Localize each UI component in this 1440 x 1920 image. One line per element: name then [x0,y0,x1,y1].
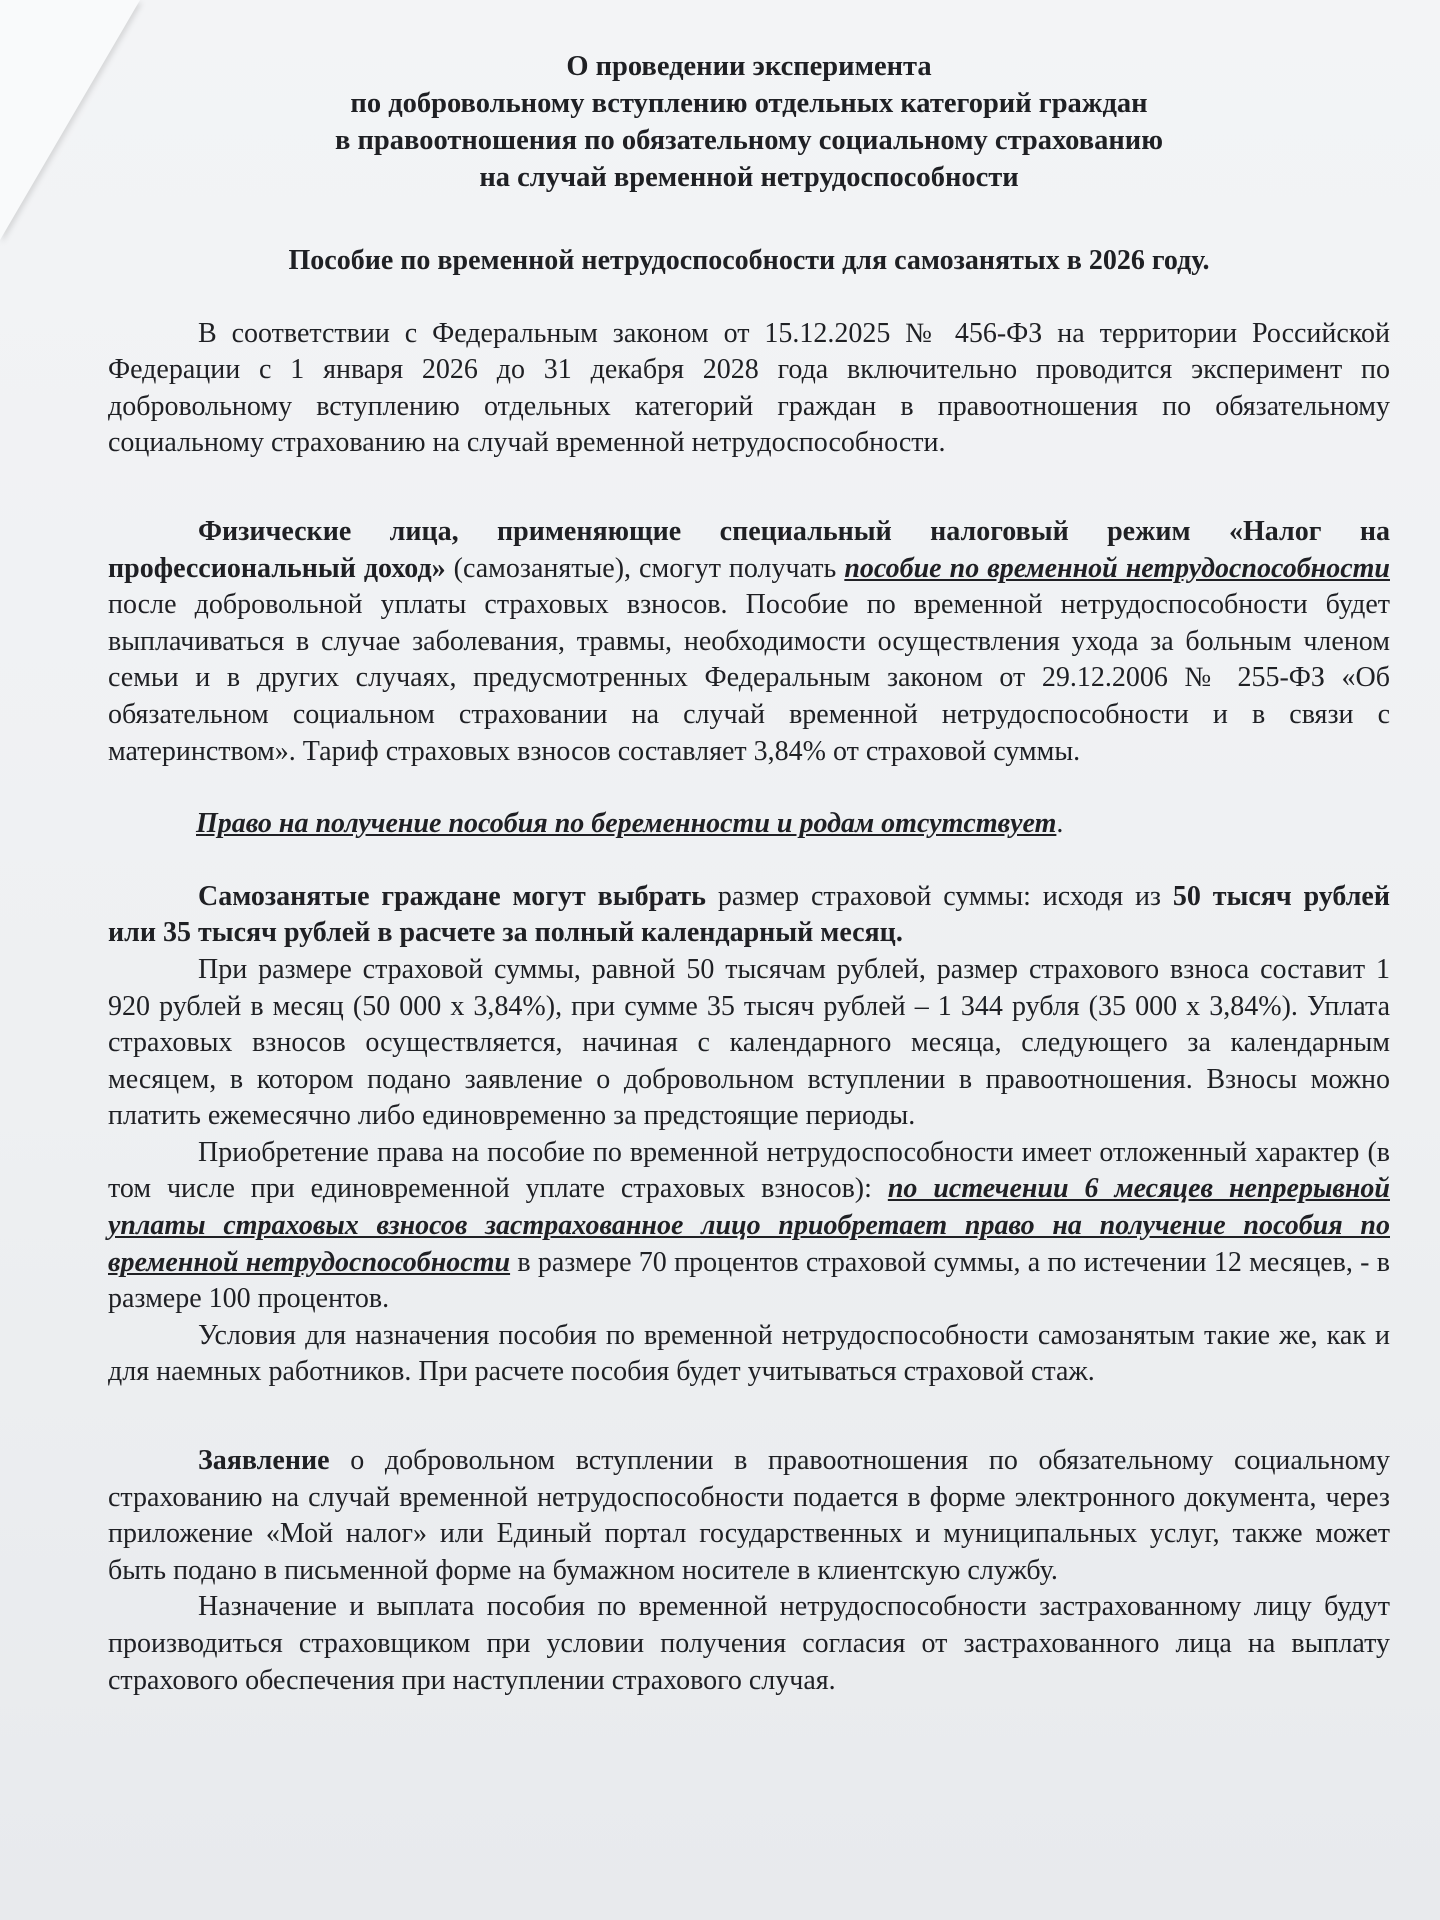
paragraph-sum-choice [108,879,1390,952]
paragraph-contribution-amounts: При размере страховой суммы, равной 50 тысячам рублей, размер страхового взноса составит 1 920 рублей в месяц (50 000 х 3,84%), при сумме 35 тысяч рублей – 1 344 рубля (35 000 х 3,84%). Уплата страховых взносов осуществляется, начиная с календарного месяца, следующего за календарным месяцем, в котором подано заявление о добровольном вступлении в правоотношения. Взносы можно платить ежемесячно либо единовременно за предстоящие периоды. [108,953,1390,1132]
paragraph-text: в размере 70 процентов страховой суммы, а по истечении 12 месяцев, - в размере 100 процентов. [108,1246,1390,1315]
document-subtitle: Пособие по временной нетрудоспособности для самозанятых в 2026 году. [288,245,1210,276]
paragraph-deferred-right [108,1135,1390,1318]
paragraph-text: о добровольном вступлении в правоотношения по обязательному социальному страхованию на случай временной нетрудоспособности подается в форме электронного документа, через приложение «Мой налог» или Единый портал государственных и муниципальных услуг, также может быть подано в письменной форме на бумажном носителе в клиентскую службу. [108,1445,1390,1586]
paragraph-tail: . [1056,808,1064,840]
title-line-3: в правоотношения по обязательному социальному страхованию [334,125,1163,156]
emphasis-six-months: по истечении 6 месяцев непрерывной уплаты страховых взносов застрахованное лицо приобретает право на получение пособия по временной нетрудоспособности [108,1173,1390,1278]
emphasis-maternity: Право на получение пособия по беременности и родам отсутствует [196,808,1057,840]
paragraph-law-reference: В соответствии с Федеральным законом от 15.12.2025 № 456-ФЗ на территории Российской Федерации с 1 января 2026 до 31 декабря 2028 года включительно проводится эксперимент по добровольному вступлению отдельных категорий граждан в правоотношения по обязательному социальному страхованию на случай временной нетрудоспособности. [108,317,1390,459]
paragraph-text: после добровольной уплаты страховых взносов. Пособие по временной нетрудоспособности будет выплачиваться в случае заболевания, травмы, необходимости осуществления ухода за больным членом семьи и в других случаях, предусмотренных Федеральным законом от 29.12.2006 № 255-ФЗ «Об обязательном социальном страховании на случай временной нетрудоспособности и в связи с материнством». Тариф страховых взносов составляет 3,84% от страховой суммы. [108,589,1390,767]
title-line-4: на случай временной нетрудоспособности [479,162,1019,193]
sum-options-bold: 50 тысяч рублей или 35 тысяч рублей в расчете за полный календарный месяц. [108,880,1390,949]
paragraph-lead-bold: Физические лица, применяющие специальный налоговый режим «Налог на профессиональный доход» [108,515,1390,584]
paragraph-conditions: Условия для назначения пособия по временной нетрудоспособности самозанятым такие же, как и для наемных работников. При расчете пособия будет учитываться страховой стаж. [108,1319,1390,1388]
paragraph-text: размер страховой суммы: исходя из [705,880,1173,912]
paragraph-maternity-note [108,806,1390,843]
paragraph-lead-bold: Самозанятые граждане могут выбрать [198,880,706,912]
paragraph-self-employed-benefit [108,514,1390,770]
paragraph-application [108,1443,1390,1589]
paragraph-text: Приобретение права на пособие по временной нетрудоспособности имеет отложенный характер (в том числе при единовременной уплате страховых взносов): [108,1136,1390,1205]
document-title [108,48,1390,196]
paragraph-text: (самозанятые), смогут получать [445,552,845,584]
document-body [108,48,1390,1699]
title-line-1: О проведении эксперимента [566,51,932,82]
paragraph-payment: Назначение и выплата пособия по временной нетрудоспособности застрахованному лицу будут производиться страховщиком при условии получения согласия от застрахованного лица на выплату страхового обеспечения при наступлении страхового случая. [108,1591,1390,1696]
title-line-2: по добровольному вступлению отдельных категорий граждан [350,88,1148,119]
paragraph-lead-bold: Заявление [198,1445,330,1477]
emphasis-benefit: пособие по временной нетрудоспособности [844,552,1390,584]
